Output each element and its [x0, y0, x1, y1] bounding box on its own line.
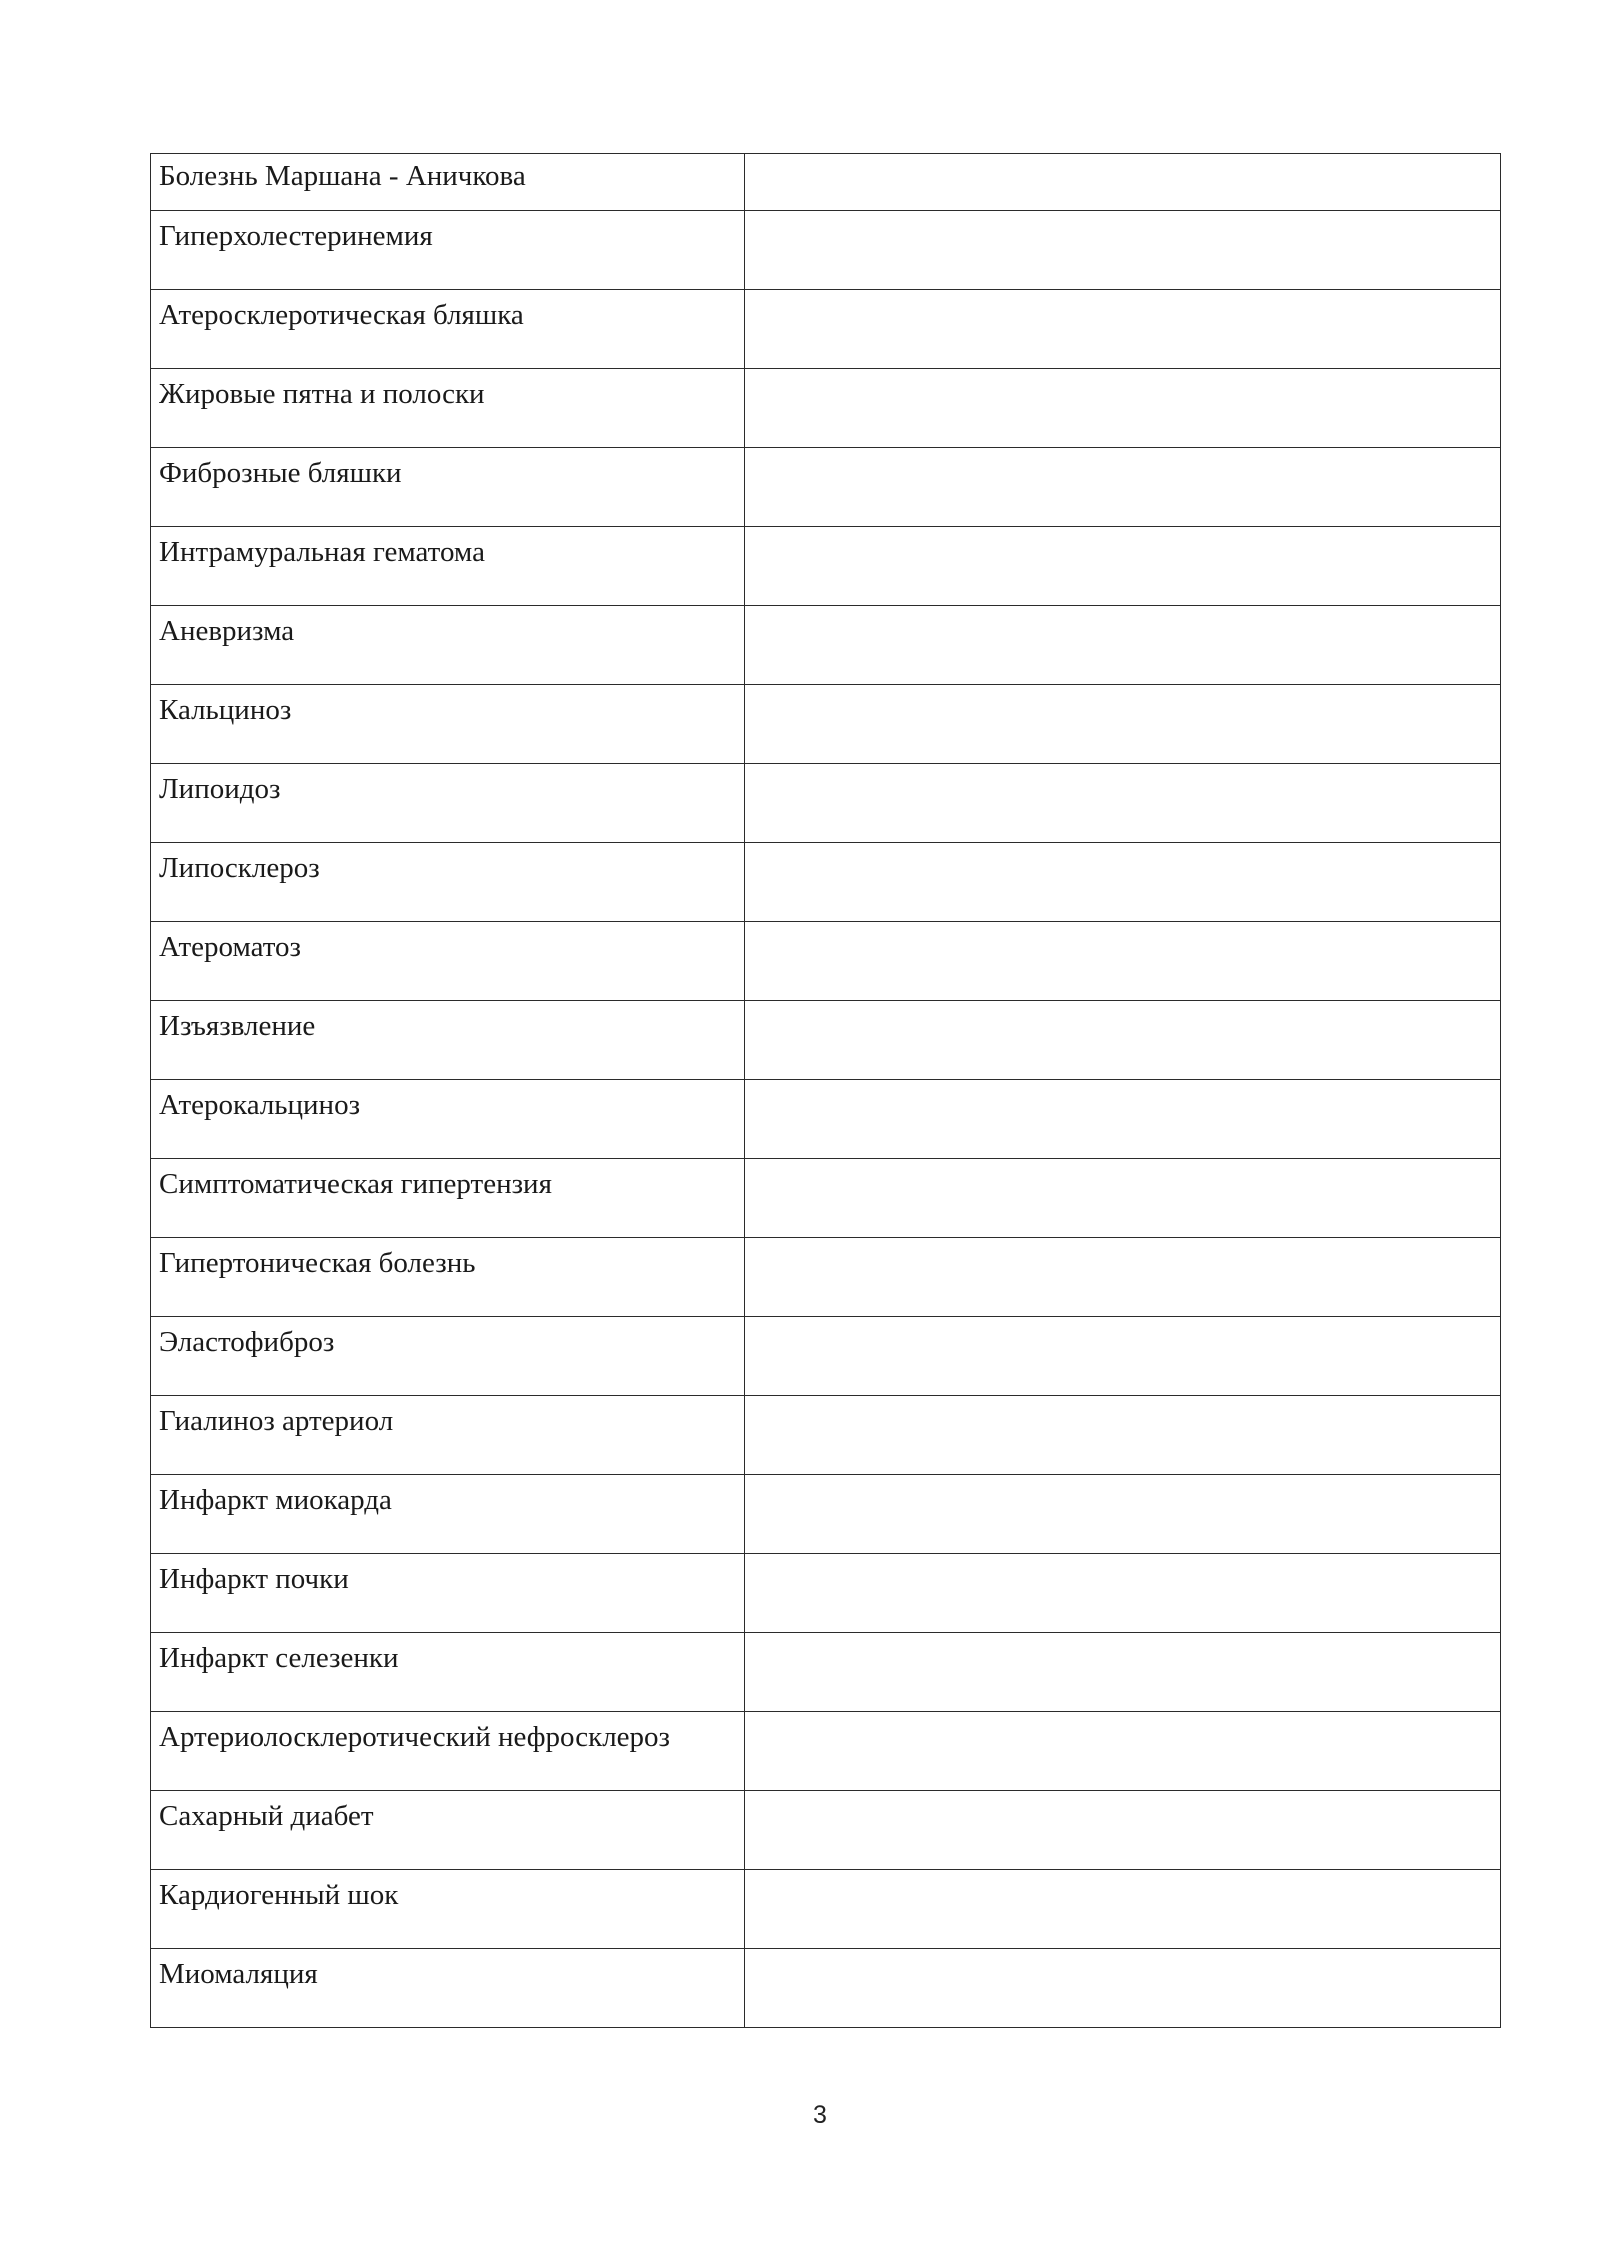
term-label: Гиалиноз артериол [159, 1405, 394, 1437]
term-label: Аневризма [159, 615, 295, 647]
table-row [151, 1554, 1501, 1633]
term-cell [151, 1633, 745, 1712]
term-cell [151, 1475, 745, 1554]
term-label: Инфаркт почки [159, 1563, 349, 1595]
term-label: Изъязвление [159, 1010, 316, 1042]
table-row [151, 1080, 1501, 1159]
table-row [151, 1238, 1501, 1317]
answer-cell[interactable] [745, 448, 1501, 527]
answer-cell[interactable] [745, 1554, 1501, 1633]
term-cell [151, 290, 745, 369]
term-label: Гипертоническая болезнь [159, 1247, 476, 1279]
answer-cell[interactable] [745, 843, 1501, 922]
answer-cell[interactable] [745, 527, 1501, 606]
term-cell [151, 1317, 745, 1396]
answer-cell[interactable] [745, 685, 1501, 764]
answer-text [745, 843, 1500, 851]
table-row [151, 1396, 1501, 1475]
term-cell [151, 369, 745, 448]
term-cell [151, 1238, 745, 1317]
term-cell [151, 1712, 745, 1791]
answer-text [745, 1554, 1500, 1562]
answer-cell[interactable] [745, 764, 1501, 843]
answer-cell[interactable] [745, 1791, 1501, 1870]
answer-text [745, 1791, 1500, 1799]
answer-cell[interactable] [745, 211, 1501, 290]
term-label: Гиперхолестеринемия [159, 220, 433, 252]
answer-text [745, 1396, 1500, 1404]
term-label: Эластофиброз [159, 1326, 335, 1358]
answer-text [745, 1159, 1500, 1167]
term-label: Артериолосклеротический нефросклероз [159, 1721, 670, 1753]
term-cell [151, 843, 745, 922]
term-label: Липосклероз [159, 852, 320, 884]
terms-table [150, 153, 1501, 2028]
answer-text [745, 369, 1500, 377]
page-number: 3 [813, 2101, 827, 2129]
table-row [151, 922, 1501, 1001]
term-label: Атероматоз [159, 931, 302, 963]
table-row [151, 685, 1501, 764]
table-row [151, 1633, 1501, 1712]
term-cell [151, 1396, 745, 1475]
term-cell [151, 211, 745, 290]
answer-cell[interactable] [745, 1949, 1501, 2028]
term-label: Жировые пятна и полоски [159, 378, 485, 410]
answer-cell[interactable] [745, 369, 1501, 448]
table-row [151, 1712, 1501, 1791]
term-cell [151, 685, 745, 764]
answer-cell[interactable] [745, 1475, 1501, 1554]
term-cell [151, 527, 745, 606]
answer-text [745, 1633, 1500, 1641]
answer-text [745, 606, 1500, 614]
answer-text [745, 1317, 1500, 1325]
term-label: Липоидоз [159, 773, 281, 805]
table-row [151, 211, 1501, 290]
term-cell [151, 1870, 745, 1949]
answer-text [745, 922, 1500, 930]
answer-text [745, 290, 1500, 298]
term-cell [151, 1080, 745, 1159]
answer-text [745, 1870, 1500, 1878]
answer-cell[interactable] [745, 290, 1501, 369]
term-label: Сахарный диабет [159, 1800, 374, 1832]
answer-cell[interactable] [745, 1317, 1501, 1396]
answer-text [745, 1712, 1500, 1720]
answer-cell[interactable] [745, 606, 1501, 685]
table-row [151, 1475, 1501, 1554]
answer-cell[interactable] [745, 1080, 1501, 1159]
answer-cell[interactable] [745, 1159, 1501, 1238]
term-label: Атеросклеротическая бляшка [159, 299, 524, 331]
table-row [151, 1001, 1501, 1080]
term-label: Инфаркт миокарда [159, 1484, 392, 1516]
table-row [151, 606, 1501, 685]
answer-text [745, 1238, 1500, 1246]
table-row [151, 1870, 1501, 1949]
answer-text [745, 448, 1500, 456]
answer-text [745, 1001, 1500, 1009]
answer-text [745, 764, 1500, 772]
table-row [151, 154, 1501, 211]
term-label: Атерокальциноз [159, 1089, 361, 1121]
term-label: Симптоматическая гипертензия [159, 1168, 552, 1200]
term-cell [151, 922, 745, 1001]
table-row [151, 1791, 1501, 1870]
term-cell [151, 154, 745, 211]
answer-cell[interactable] [745, 1001, 1501, 1080]
term-cell [151, 448, 745, 527]
answer-cell[interactable] [745, 922, 1501, 1001]
answer-text [745, 211, 1500, 219]
terms-table-body [151, 154, 1501, 2028]
term-cell [151, 606, 745, 685]
term-cell [151, 1159, 745, 1238]
table-row [151, 1159, 1501, 1238]
term-cell [151, 764, 745, 843]
answer-text [745, 1475, 1500, 1483]
table-row [151, 1317, 1501, 1396]
table-row [151, 369, 1501, 448]
answer-text [745, 154, 1500, 159]
answer-text [745, 1080, 1500, 1088]
term-cell [151, 1001, 745, 1080]
table-row [151, 527, 1501, 606]
term-cell [151, 1554, 745, 1633]
term-label: Фиброзные бляшки [159, 457, 402, 489]
term-label: Миомаляция [159, 1958, 318, 1990]
answer-cell[interactable] [745, 154, 1501, 211]
table-row [151, 448, 1501, 527]
answer-cell[interactable] [745, 1633, 1501, 1712]
term-label: Кардиогенный шок [159, 1879, 399, 1911]
term-cell [151, 1949, 745, 2028]
table-row [151, 764, 1501, 843]
term-label: Инфаркт селезенки [159, 1642, 399, 1674]
answer-cell[interactable] [745, 1712, 1501, 1791]
term-label: Интрамуральная гематома [159, 536, 485, 568]
answer-text [745, 527, 1500, 535]
answer-text [745, 685, 1500, 693]
answer-cell[interactable] [745, 1238, 1501, 1317]
answer-cell[interactable] [745, 1870, 1501, 1949]
term-cell [151, 1791, 745, 1870]
answer-text [745, 1949, 1500, 1957]
table-row [151, 290, 1501, 369]
term-label: Кальциноз [159, 694, 292, 726]
table-row [151, 843, 1501, 922]
term-label: Болезнь Маршана - Аничкова [159, 160, 526, 192]
answer-cell[interactable] [745, 1396, 1501, 1475]
table-row [151, 1949, 1501, 2028]
